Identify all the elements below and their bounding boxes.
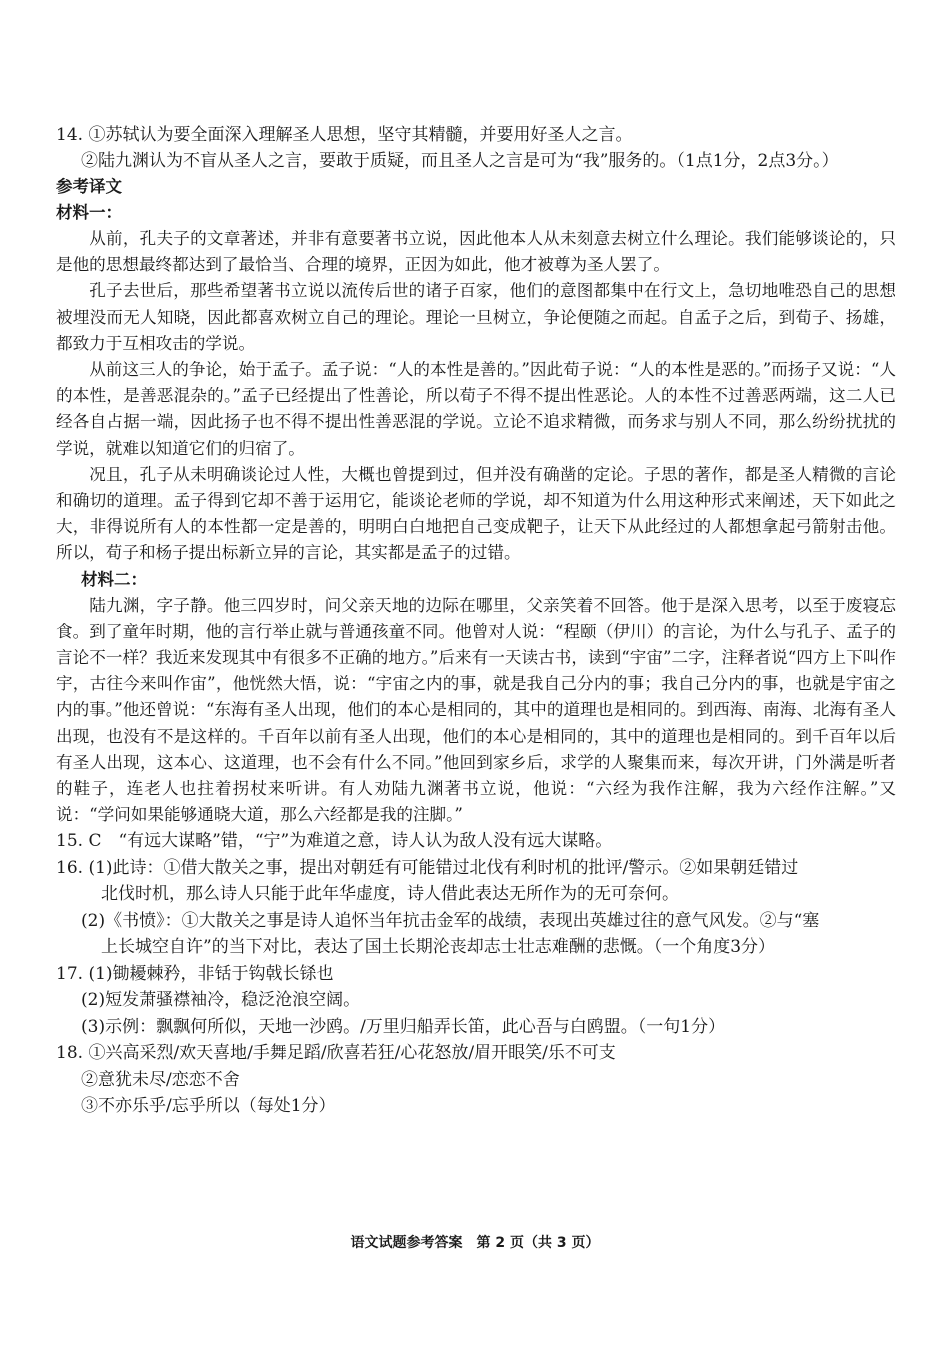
q18-line2: ②意犹未尽/恋恋不舍 bbox=[81, 1069, 240, 1090]
q18-line3: ③不亦乐乎/忘乎所以（每处1分） bbox=[81, 1096, 336, 1117]
material1-paragraph: 况且，孔子从未明确谈论过人性，大概也曾提到过，但并没有确凿的定论。子思的著作，都是圣人精微的言论和确切的道理。孟子得到它却不善于运用它，能谈论老师的学说，却不知道为什么用这种形式来阐述，天下如此之大，非得说所有人的本性都一定是善的，明明白白地把自己变成靶子，让天下从此经过的人都想拿起弓箭射击他。所以，荀子和杨子提出标新立异的言论，其实都是孟子的过错。 bbox=[56, 464, 896, 563]
material1-heading: 材料一： bbox=[56, 203, 122, 222]
q15-answer: 15. C “有远大谋略”错，“宁”为难道之意，诗人认为敌人没有远大谋略。 bbox=[56, 831, 613, 852]
q18-line1: 18. ①兴高采烈/欢天喜地/手舞足蹈/欣喜若狂/心花怒放/眉开眼笑/乐不可支 bbox=[56, 1043, 616, 1064]
q16-part1-line1: 16. (1)此诗：①借大散关之事，提出对朝廷有可能错过北伐有利时机的批评/警示。②如果朝廷错过 bbox=[56, 857, 799, 878]
q17-line2: (2)短发萧骚襟袖冷，稳泛沧浪空阔。 bbox=[81, 990, 361, 1011]
q14-line1: 14. ①苏轼认为要全面深入理解圣人思想，坚守其精髓，并要用好圣人之言。 bbox=[56, 125, 633, 145]
q17-line1: 17. (1)锄耰棘矜，非铦于钩戟长铩也 bbox=[56, 963, 334, 984]
q16-part2-line2: 上长城空自许”的当下对比，表达了国土长期沦丧却志士壮志难酬的悲慨。（一个角度3分） bbox=[101, 937, 776, 958]
page-footer: 语文试题参考答案 第 2 页（共 3 页） bbox=[350, 1235, 600, 1251]
q16-part2-line1: (2)《书愤》：①大散关之事是诗人追怀当年抗击金军的战绩，表现出英雄过往的意气风发。②与“塞 bbox=[81, 910, 820, 931]
material2-paragraph: 陆九渊，字子静。他三四岁时，问父亲天地的边际在哪里，父亲笑着不回答。他于是深入思考，以至于废寝忘食。到了童年时期，他的言行举止就与普通孩童不同。他曾对人说：“程颐（伊川）的言论，为什么与孔子、孟子的言论不一样？我近来发现其中有很多不正确的地方。”后来有一天读古书，读到“宇宙”二字，注释者说“四方上下叫作宇，古往今来叫作宙”，他恍然大悟，说：“宇宙之内的事，就是我自己分内的事；我自己分内的事，也就是宇宙之内的事。”他还曾说：“东海有圣人出现，他们的本心是相同的，其中的道理也是相同的。到西海、南海、北海有圣人出现，也没有不是这样的。千百年以前有圣人出现，他们的本心是相同的，其中的道理也是相同的。到千百年以后有圣人出现，这本心、这道理，也不会有什么不同。”他回到家乡后，求学的人聚集而来，每次开讲，门外满是听者的鞋子，连老人也拄着拐杖来听讲。有人劝陆九渊著书立说，他说：“六经为我作注解，我为六经作注解。”又说：“学问如果能够通晓大道，那么六经都是我的注脚。” bbox=[56, 595, 896, 825]
q17-line3: (3)示例：飘飘何所似，天地一沙鸥。/万里归船弄长笛，此心吾与白鸥盟。（一句1分） bbox=[81, 1016, 726, 1037]
answer-page bbox=[56, 122, 896, 1120]
translation-heading: 参考译文 bbox=[56, 177, 122, 196]
material1-paragraph: 孔子去世后，那些希望著书立说以流传后世的诸子百家，他们的意图都集中在行文上，急切地唯恐自己的思想被埋没而无人知晓，因此都喜欢树立自己的理论。理论一旦树立，争论便随之而起。自孟子之后，到荀子、扬雄，都致力于互相攻击的学说。 bbox=[56, 281, 896, 353]
q16-part1-line2: 北伐时机，那么诗人只能于此年华虚度，诗人借此表达无所作为的无可奈何。 bbox=[101, 884, 679, 905]
material2-heading: 材料二： bbox=[81, 569, 147, 589]
material1-paragraph: 从前，孔夫子的文章著述，并非有意要著书立说，因此他本人从未刻意去树立什么理论。我们能够谈论的，只是他的思想最终都达到了最恰当、合理的境界，正因为如此，他才被尊为圣人罢了。 bbox=[56, 229, 896, 275]
material1-paragraph: 从前这三人的争论，始于孟子。孟子说：“人的本性是善的。”因此荀子说：“人的本性是恶的。”而扬子又说：“人的本性，是善恶混杂的。”孟子已经提出了性善论，所以荀子不得不提出性恶论。人的本性不过善恶两端，这二人已经各自占据一端，因此扬子也不得不提出性善恶混的学说。立论不追求精微，而务求与别人不同，那么纷纷扰扰的学说，就难以知道它们的归宿了。 bbox=[56, 360, 896, 458]
q14-line2: ②陆九渊认为不盲从圣人之言，要敢于质疑，而且圣人之言是可为“我”服务的。（1点1分，2点3分。） bbox=[81, 151, 839, 171]
